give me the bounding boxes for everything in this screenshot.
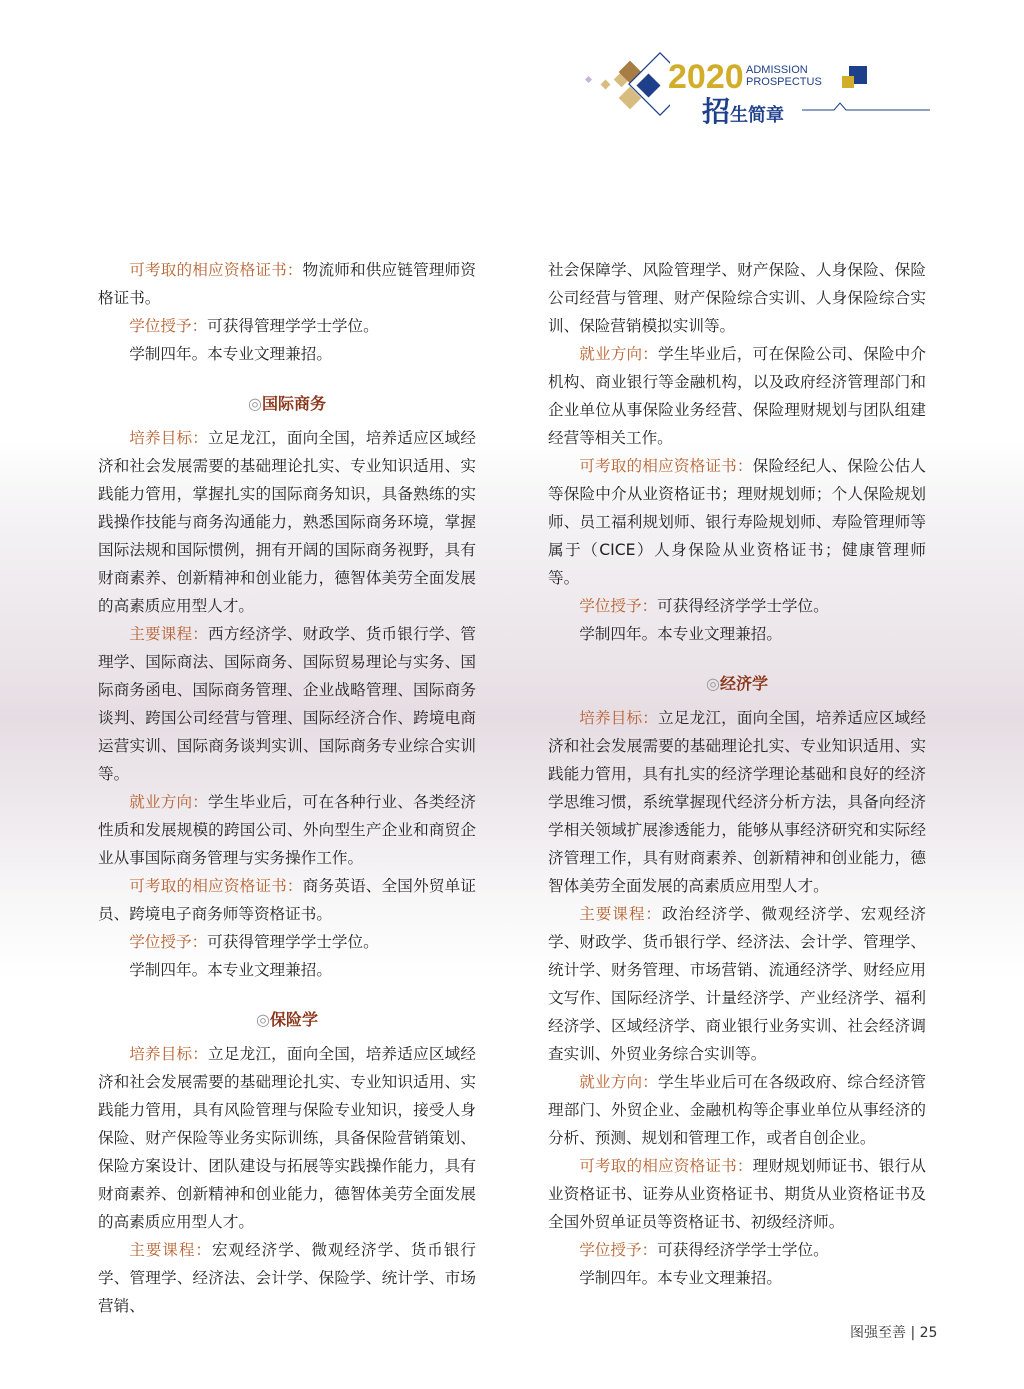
paragraph-text: 学生毕业后，可在保险公司、保险中介机构、商业银行等金融机构，以及政府经济管理部门和企业单位从事保险业务经营、保险理财规划与团队组建经营等相关工作。	[548, 345, 926, 447]
paragraph-text: 学生毕业后可在各级政府、综合经济管理部门、外贸企业、金融机构等企事业单位从事经济的分析、预测、规划和管理工作，或者自创企业。	[548, 1073, 926, 1147]
paragraph	[98, 788, 476, 872]
paragraph-text: 西方经济学、财政学、货币银行学、管理学、国际商法、国际商务、国际贸易理论与实务、国际商务函电、国际商务管理、企业战略管理、国际商务谈判、跨国公司经营与管理、国际经济合作、跨境电商运营实训、国际商务谈判实训、国际商务专业综合实训等。	[98, 625, 476, 783]
paragraph-label: 培养目标：	[579, 709, 659, 727]
paragraph-text: 可获得管理学学士学位。	[207, 933, 379, 951]
paragraph-text: 理财规划师证书、银行从业资格证书、证券从业资格证书、期货从业资格证书及全国外贸单证员等资格证书、初级经济师。	[548, 1157, 926, 1231]
paragraph	[98, 1236, 476, 1320]
section-heading	[98, 390, 476, 418]
paragraph-text: 商务英语、全国外贸单证员、跨境电子商务师等资格证书。	[98, 877, 476, 923]
paragraph-label: 培养目标：	[129, 1045, 209, 1063]
paragraph-text: 宏观经济学、微观经济学、货币银行学、管理学、经济法、会计学、保险学、统计学、市场营销、	[98, 1241, 476, 1315]
circle-marker-icon: ◎	[248, 394, 262, 413]
section-title: 经济学	[719, 674, 768, 693]
admission-prospectus-logo	[580, 50, 930, 130]
paragraph	[548, 620, 926, 648]
paragraph-text: 可获得管理学学士学位。	[207, 317, 379, 335]
paragraph	[548, 1068, 926, 1152]
logo-en-line2: PROSPECTUS	[746, 76, 822, 88]
paragraph-label: 可考取的相应资格证书：	[129, 261, 303, 279]
left-column	[98, 256, 476, 1320]
page-footer	[850, 1322, 937, 1342]
footer-motto: 图强至善	[850, 1325, 906, 1341]
paragraph	[98, 340, 476, 368]
paragraph-text: 政治经济学、微观经济学、宏观经济学、财政学、货币银行学、经济法、会计学、管理学、统计学、财务管理、市场营销、流通经济学、财经应用文写作、国际经济学、计量经济学、产业经济学、福利经济学、区域经济学、商业银行业务实训、社会经济调查实训、外贸业务综合实训等。	[548, 905, 926, 1063]
paragraph	[98, 424, 476, 620]
page-number: 25	[919, 1325, 938, 1341]
logo-cn-big: 招	[702, 95, 731, 128]
logo-english	[746, 64, 822, 88]
paragraph-label: 主要课程：	[129, 1241, 212, 1259]
section-heading	[548, 670, 926, 698]
paragraph-text: 学制四年。本专业文理兼招。	[129, 961, 332, 979]
paragraph-text: 学生毕业后，可在各种行业、各类经济性质和发展规模的跨国公司、外向型生产企业和商贸企业从事国际商务管理与实务操作工作。	[98, 793, 476, 867]
section-heading	[98, 1006, 476, 1034]
paragraph-label: 就业方向：	[129, 793, 209, 811]
paragraph-label: 学位授予：	[129, 933, 208, 951]
circle-marker-icon: ◎	[256, 1010, 270, 1029]
paragraph	[548, 340, 926, 452]
paragraph-text: 可获得经济学学士学位。	[657, 597, 829, 615]
paragraph	[548, 452, 926, 592]
paragraph-label: 主要课程：	[129, 625, 209, 643]
footer-separator: |	[910, 1325, 916, 1341]
paragraph-text: 立足龙江，面向全国，培养适应区域经济和社会发展需要的基础理论扎实、专业知识适用、实践能力管用，具有风险管理与保险专业知识，接受人身保险、财产保险等业务实际训练，具备保险营销策划、保险方案设计、团队建设与拓展等实践操作能力，具有财商素养、创新精神和创业能力，德智体美劳全面发展的高素质应用型人才。	[98, 1045, 476, 1231]
paragraph	[548, 256, 926, 340]
decorative-line-icon	[802, 98, 932, 118]
paragraph-text: 社会保障学、风险管理学、财产保险、人身保险、保险公司经营与管理、财产保险综合实训、人身保险综合实训、保险营销模拟实训等。	[548, 261, 926, 335]
paragraph-label: 学位授予：	[129, 317, 208, 335]
logo-en-line1: ADMISSION	[746, 64, 808, 76]
paragraph	[548, 900, 926, 1068]
paragraph	[98, 872, 476, 928]
paragraph	[548, 1152, 926, 1236]
paragraph-label: 可考取的相应资格证书：	[579, 1157, 753, 1175]
paragraph	[98, 312, 476, 340]
paragraph-label: 就业方向：	[579, 345, 659, 363]
paragraph-text: 物流师和供应链管理师资格证书。	[98, 261, 476, 307]
paragraph	[548, 1264, 926, 1292]
paragraph	[98, 1040, 476, 1236]
paragraph-label: 主要课程：	[579, 905, 662, 923]
paragraph-text: 学制四年。本专业文理兼招。	[579, 625, 782, 643]
paragraph	[98, 256, 476, 312]
logo-chinese	[702, 90, 784, 130]
paragraph-text: 学制四年。本专业文理兼招。	[579, 1269, 782, 1287]
paragraph-label: 学位授予：	[579, 597, 658, 615]
paragraph-text: 保险经纪人、保险公估人等保险中介从业资格证书；理财规划师；个人保险规划师、员工福利规划师、银行寿险规划师、寿险管理师等属于（CICE）人身保险从业资格证书；健康管理师等。	[548, 457, 926, 587]
paragraph-text: 可获得经济学学士学位。	[657, 1241, 829, 1259]
paragraph	[548, 592, 926, 620]
circle-marker-icon: ◎	[706, 674, 720, 693]
right-column	[548, 256, 926, 1292]
paragraph-label: 可考取的相应资格证书：	[579, 457, 753, 475]
section-title: 国际商务	[261, 394, 326, 413]
logo-cn-rest: 生简章	[730, 105, 785, 126]
paragraph-label: 学位授予：	[579, 1241, 658, 1259]
paragraph	[548, 704, 926, 900]
paragraph	[98, 620, 476, 788]
paragraph-label: 可考取的相应资格证书：	[129, 877, 303, 895]
diamond-logo-icon	[580, 50, 670, 130]
paragraph	[548, 1236, 926, 1264]
squares-icon	[842, 66, 872, 96]
paragraph-text: 学制四年。本专业文理兼招。	[129, 345, 332, 363]
paragraph	[98, 956, 476, 984]
paragraph-label: 就业方向：	[579, 1073, 659, 1091]
paragraph-text: 立足龙江，面向全国，培养适应区域经济和社会发展需要的基础理论扎实、专业知识适用、实践能力管用，掌握扎实的国际商务知识，具备熟练的实践操作技能与商务沟通能力，熟悉国际商务环境，掌握国际法规和国际惯例，拥有开阔的国际商务视野，具有财商素养、创新精神和创业能力，德智体美劳全面发展的高素质应用型人才。	[98, 429, 476, 615]
logo-year: 2020	[668, 58, 744, 96]
section-title: 保险学	[269, 1010, 318, 1029]
paragraph	[98, 928, 476, 956]
paragraph-label: 培养目标：	[129, 429, 209, 447]
paragraph-text: 立足龙江，面向全国，培养适应区域经济和社会发展需要的基础理论扎实、专业知识适用、实践能力管用，具有扎实的经济学理论基础和良好的经济学思维习惯，系统掌握现代经济分析方法，具备向经济学相关领域扩展渗透能力，能够从事经济研究和实际经济管理工作，具有财商素养、创新精神和创业能力，德智体美劳全面发展的高素质应用型人才。	[548, 709, 926, 895]
